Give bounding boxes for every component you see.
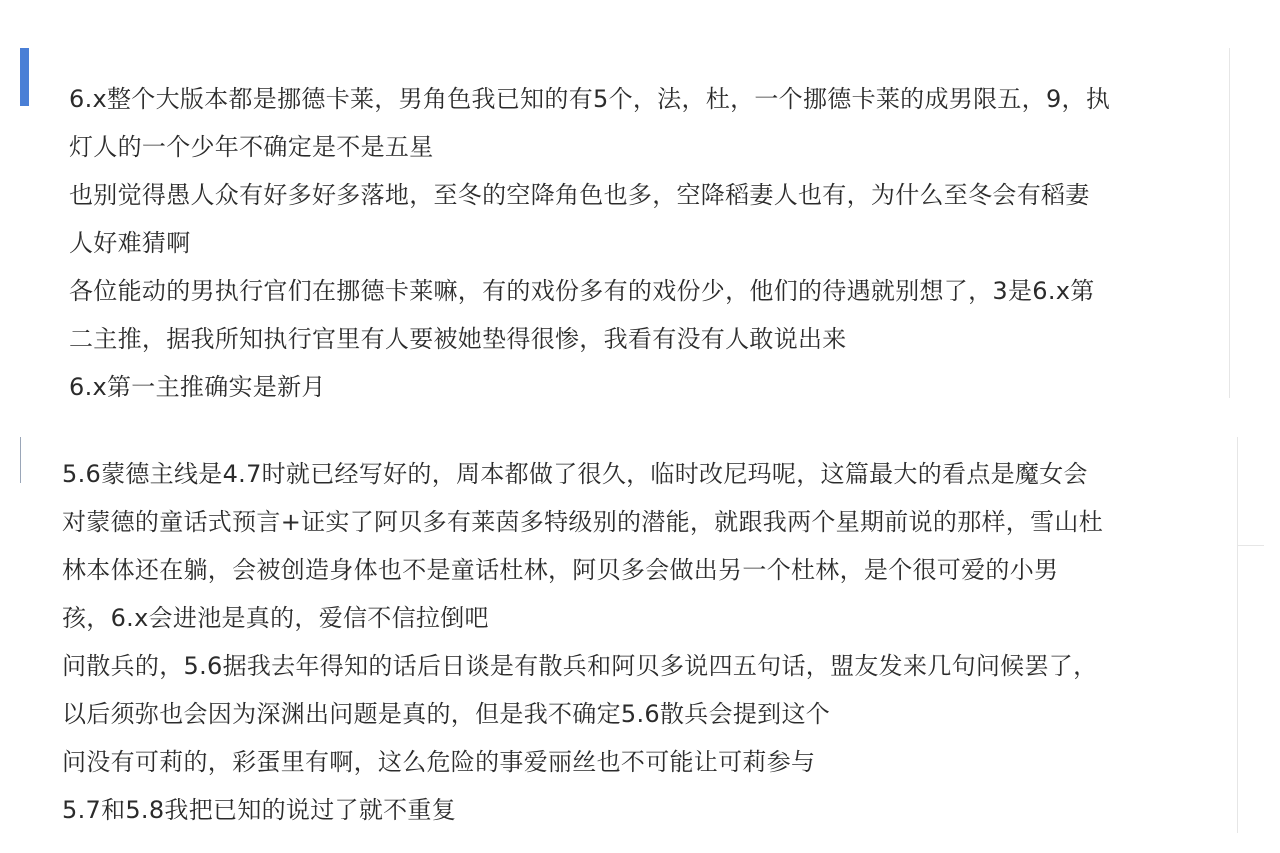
post-text-line: 各位能动的男执行官们在挪德卡莱嘛，有的戏份多有的戏份少，他们的待遇就别想了，3是6.x第 — [69, 277, 1095, 305]
post-text-line: 灯人的一个少年不确定是不是五星 — [69, 133, 434, 161]
post-text-line: 人好难猜啊 — [69, 229, 191, 257]
post-text-line: 问散兵的，5.6据我去年得知的话后日谈是有散兵和阿贝多说四五句话，盟友发来几句问候罢了， — [62, 652, 1098, 680]
post-text-line: 孩，6.x会进池是真的，爱信不信拉倒吧 — [62, 604, 489, 632]
post-card-2 — [20, 437, 1238, 833]
post-text-line: 5.7和5.8我把已知的说过了就不重复 — [62, 796, 457, 824]
post-text-line: 林本体还在躺，会被创造身体也不是童话杜林，阿贝多会做出另一个杜林，是个很可爱的小男 — [62, 556, 1059, 584]
post-card-1 — [20, 48, 1230, 401]
post-body-2 — [62, 450, 1212, 834]
post-text-line: 问没有可莉的，彩蛋里有啊，这么危险的事爱丽丝也不可能让可莉参与 — [62, 748, 816, 776]
card-accent-tab — [20, 48, 29, 106]
post-body-1 — [69, 75, 1199, 411]
post-text-line: 6.x整个大版本都是挪德卡莱，男角色我已知的有5个，法，杜，一个挪德卡莱的成男限五，9，执 — [69, 85, 1111, 113]
post-text-line: 二主推，据我所知执行官里有人要被她垫得很惨，我看有没有人敢说出来 — [69, 325, 847, 353]
post-text-line: 以后须弥也会因为深渊出问题是真的，但是我不确定5.6散兵会提到这个 — [62, 700, 831, 728]
divider — [1238, 545, 1264, 546]
post-text-line: 也别觉得愚人众有好多好多落地，至冬的空降角色也多，空降稻妻人也有，为什么至冬会有稻妻 — [69, 181, 1090, 209]
post-text-line: 对蒙德的童话式预言+证实了阿贝多有莱茵多特级别的潜能，就跟我两个星期前说的那样，雪山杜 — [62, 508, 1104, 536]
post-text-line: 5.6蒙德主线是4.7时就已经写好的，周本都做了很久，临时改尼玛呢，这篇最大的看点是魔女会 — [62, 460, 1088, 488]
post-text-line: 6.x第一主推确实是新月 — [69, 373, 326, 401]
card-edge-marker — [20, 437, 21, 483]
